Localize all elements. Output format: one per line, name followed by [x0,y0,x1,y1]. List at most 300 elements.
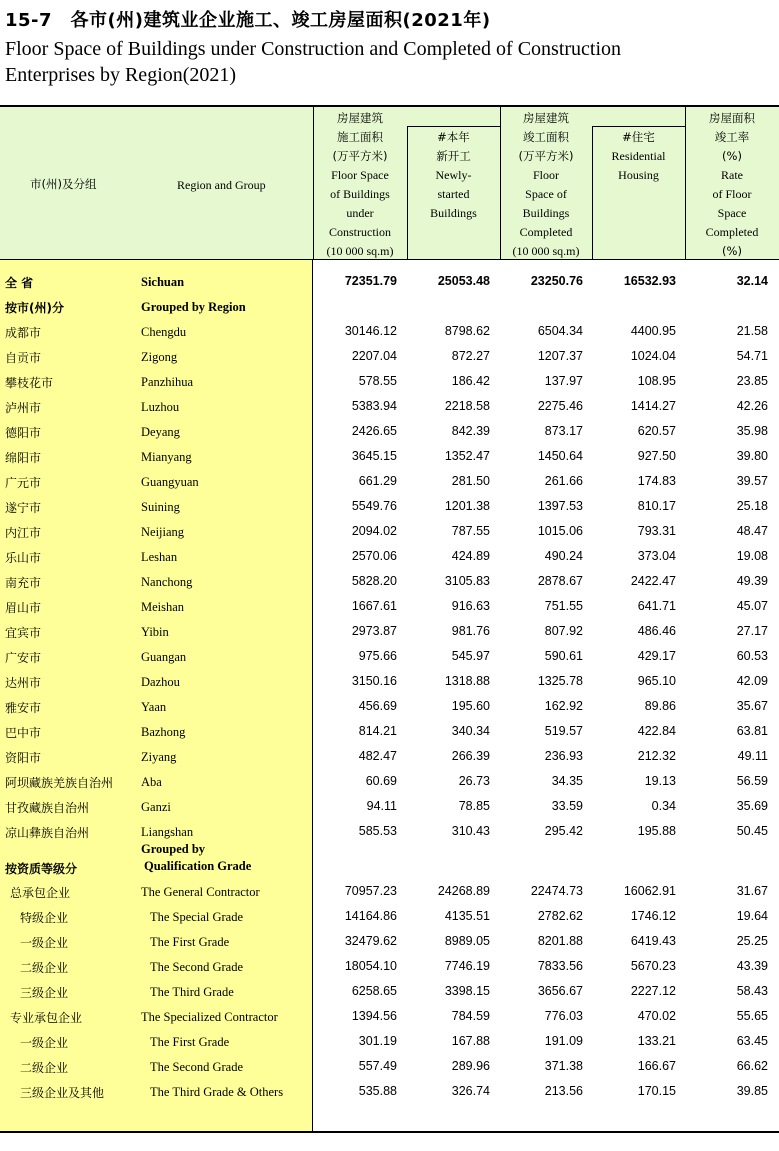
row-value-cell: 54.71 [736,349,768,363]
table-row [0,1028,779,1053]
header-region [0,107,313,259]
row-region-cn: 二级企业 [20,961,69,975]
row-value-cell: 326.74 [451,1084,490,1098]
header-under-construction [313,109,407,261]
row-region-en: Neijiang [141,525,185,539]
row-region-en: Grouped by [141,842,206,856]
row-value-cell: 6419.43 [630,934,676,948]
row-region-en: The Special Grade [150,910,244,924]
row-value-cell: 456.69 [358,699,397,713]
row-region-en: Yibin [141,625,169,639]
row-region-cn: 宜宾市 [5,626,42,640]
row-value-cell: 35.98 [736,424,768,438]
row-value-cell: 535.88 [358,1084,397,1098]
row-value-cell: 49.11 [737,749,768,763]
row-value-cell: 236.93 [544,749,583,763]
table-row [0,368,779,393]
header-newly-started-line: started [437,187,470,201]
header-completed-line: Space of [525,187,567,201]
row-value-cell: 24268.89 [437,884,490,898]
row-region-en: Nanchong [141,575,193,589]
row-value-cell: 872.27 [451,349,490,363]
row-value-cell: 26.73 [458,774,490,788]
header-residential [592,128,685,185]
row-value-cell: 5828.20 [351,574,397,588]
table-row [0,1078,779,1103]
row-value-cell: 16532.93 [623,274,676,288]
row-region-cn: 成都市 [5,326,42,340]
row-region-en: Deyang [141,425,180,439]
header-rate-text-line: 房屋面积 [709,111,755,125]
header-sub-divider [592,126,593,259]
row-region-cn: 一级企业 [20,1036,69,1050]
row-region-cn: 眉山市 [5,601,42,615]
row-region-en: The First Grade [150,935,230,949]
row-value-cell: 35.67 [736,699,768,713]
row-value-cell: 191.09 [544,1034,583,1048]
table-row [0,393,779,418]
row-region-en: Ganzi [141,800,171,814]
row-value-cell: 5383.94 [351,399,397,413]
row-region-en: The Third Grade [150,985,234,999]
table-row [0,343,779,368]
header-under-construction-line: 施工面积 [337,130,383,144]
row-value-cell: 18054.10 [344,959,397,973]
row-value-cell: 66.62 [736,1059,768,1073]
header-newly-started [407,128,500,223]
row-value-cell: 784.59 [451,1009,490,1023]
table-row [0,693,779,718]
row-value-cell: 585.53 [358,824,397,838]
row-value-cell: 2207.04 [351,349,397,363]
row-value-cell: 4400.95 [630,324,676,338]
row-value-cell: 3105.83 [444,574,490,588]
header-completed-line: 竣工面积 [523,130,569,144]
row-region-en: Panzhihua [141,375,194,389]
table-row [0,418,779,443]
row-value-cell: 25053.48 [437,274,490,288]
row-value-cell: 340.34 [451,724,490,738]
row-value-cell: 641.71 [637,599,676,613]
table-row [0,903,779,928]
row-value-cell: 42.26 [736,399,768,413]
row-value-cell: 916.63 [451,599,490,613]
row-value-cell: 424.89 [451,549,490,563]
row-value-cell: 545.97 [451,649,490,663]
row-region-en: The Second Grade [150,960,244,974]
row-region-cn: 甘孜藏族自治州 [5,801,90,815]
header-rate-text-line: Rate [721,168,743,182]
row-region-cn: 广安市 [5,651,42,665]
row-value-cell: 751.55 [544,599,583,613]
header-rate-text-line: Completed [705,225,759,239]
header-completed-line: Buildings [522,206,570,220]
row-region-en: The General Contractor [141,885,260,899]
row-value-cell: 8201.88 [537,934,583,948]
row-value-cell: 661.29 [358,474,397,488]
row-value-cell: 371.38 [544,1059,583,1073]
row-value-cell: 195.88 [637,824,676,838]
row-region-en: Bazhong [141,725,186,739]
row-value-cell: 43.39 [736,959,768,973]
row-value-cell: 8798.62 [444,324,490,338]
row-value-cell: 2878.67 [537,574,583,588]
row-region-en: Aba [141,775,162,789]
header-rate-text-line: of Floor [712,187,752,201]
row-value-cell: 1318.88 [444,674,490,688]
table-row [0,318,779,343]
row-value-cell: 42.09 [736,674,768,688]
row-value-cell: 213.56 [544,1084,583,1098]
table-row [0,718,779,743]
table-row [0,1053,779,1078]
table-row [0,793,779,818]
row-value-cell: 50.45 [736,824,768,838]
row-value-cell: 39.57 [736,474,768,488]
row-value-cell: 2426.65 [351,424,397,438]
row-value-cell: 310.43 [451,824,490,838]
row-region-en: The Second Grade [150,1060,244,1074]
row-region-cn: 二级企业 [20,1061,69,1075]
header-completed [500,109,592,261]
row-value-cell: 965.10 [637,674,676,688]
header-residential-line: Housing [618,168,659,182]
row-value-cell: 1746.12 [630,909,676,923]
row-value-cell: 39.80 [736,449,768,463]
table-row [0,518,779,543]
row-value-cell: 19.13 [644,774,676,788]
row-value-cell: 2218.58 [444,399,490,413]
row-value-cell: 289.96 [451,1059,490,1073]
header-rate-text-line: (%) [722,244,742,258]
row-value-cell: 3398.15 [444,984,490,998]
row-value-cell: 33.59 [551,799,583,813]
row-region-cn: 泸州市 [5,401,42,415]
row-value-cell: 4135.51 [444,909,490,923]
row-value-cell: 2422.47 [630,574,676,588]
row-value-cell: 2973.87 [351,624,397,638]
row-value-cell: 25.18 [736,499,768,513]
row-value-cell: 2782.62 [537,909,583,923]
row-region-en: Meishan [141,600,185,614]
row-value-cell: 25.25 [736,934,768,948]
row-value-cell: 1015.06 [537,524,583,538]
row-value-cell: 35.69 [736,799,768,813]
row-value-cell: 195.60 [451,699,490,713]
row-region-en: Yaan [141,700,167,714]
row-region-en: Zigong [141,350,178,364]
row-value-cell: 31.67 [736,884,768,898]
row-region-cn: 凉山彝族自治州 [5,826,90,840]
table-row [0,468,779,493]
table-body [0,260,779,1103]
row-value-cell: 1201.38 [444,499,490,513]
row-region-en: Sichuan [141,275,185,289]
row-region-en: Guangan [141,650,187,664]
table-row [0,543,779,568]
row-value-cell: 2275.46 [537,399,583,413]
row-value-cell: 519.57 [544,724,583,738]
table-row [0,818,779,843]
row-value-cell: 557.49 [358,1059,397,1073]
row-value-cell: 23250.76 [530,274,583,288]
row-value-cell: 58.43 [736,984,768,998]
row-value-cell: 6258.65 [351,984,397,998]
row-value-cell: 2094.02 [351,524,397,538]
table-row [0,768,779,793]
row-region-cn: 遂宁市 [5,501,42,515]
header-under-construction-line: 房屋建筑 [337,111,383,125]
row-region-en: Luzhou [141,400,180,414]
row-value-cell: 301.19 [358,1034,397,1048]
table-row [0,593,779,618]
row-value-cell: 3656.67 [537,984,583,998]
row-value-cell: 807.92 [544,624,583,638]
row-region-cn: 乐山市 [5,551,42,565]
row-value-cell: 470.02 [637,1009,676,1023]
row-region-en: Leshan [141,550,178,564]
row-value-cell: 975.66 [358,649,397,663]
row-value-cell: 7746.19 [444,959,490,973]
row-region-cn: 特级企业 [20,911,69,925]
row-value-cell: 842.39 [451,424,490,438]
row-region-cn: 资阳市 [5,751,42,765]
row-value-cell: 39.85 [736,1084,768,1098]
row-region-cn: 巴中市 [5,726,42,740]
table-row [0,878,779,903]
table-row [0,843,779,878]
table-row [0,1003,779,1028]
table-title-cn: 15-7 各市(州)建筑业企业施工、竣工房屋面积(2021年) [5,10,491,31]
row-value-cell: 373.04 [637,549,676,563]
row-value-cell: 23.85 [736,374,768,388]
row-value-cell: 3150.16 [351,674,397,688]
row-value-cell: 1352.47 [444,449,490,463]
row-value-cell: 162.92 [544,699,583,713]
row-region-en: The Specialized Contractor [141,1010,278,1024]
table-row [0,668,779,693]
header-residential-line: #住宅 [622,130,655,144]
row-value-cell: 6504.34 [537,324,583,338]
header-completed-line: Floor [532,168,559,182]
row-value-cell: 927.50 [637,449,676,463]
header-completed-line: Completed [519,225,573,239]
row-value-cell: 8989.05 [444,934,490,948]
row-value-cell: 486.46 [637,624,676,638]
header-completed-line: (10 000 sq.m) [512,244,580,258]
row-value-cell: 814.21 [358,724,397,738]
row-value-cell: 22474.73 [530,884,583,898]
row-value-cell: 137.97 [544,374,583,388]
table-header [0,107,779,260]
row-value-cell: 981.76 [451,624,490,638]
row-region-en-line2: Qualification Grade [144,859,252,873]
row-region-cn: 广元市 [5,476,42,490]
table-row [0,293,779,318]
header-rate-text-line: 竣工率 [714,130,750,144]
row-region-cn: 内江市 [5,526,42,540]
row-region-cn: 雅安市 [5,701,42,715]
header-completed-line: 房屋建筑 [523,111,569,125]
row-region-en: Suining [141,500,180,514]
header-under-construction-line: under [346,206,374,220]
row-value-cell: 34.35 [551,774,583,788]
row-value-cell: 55.65 [736,1009,768,1023]
row-value-cell: 30146.12 [344,324,397,338]
row-value-cell: 787.55 [451,524,490,538]
row-region-en: The Third Grade & Others [150,1085,284,1099]
row-value-cell: 295.42 [544,824,583,838]
row-region-cn: 绵阳市 [5,451,42,465]
row-value-cell: 1667.61 [351,599,397,613]
header-under-construction-line: (万平方米) [332,149,388,163]
header-completed-line: (万平方米) [518,149,574,163]
row-region-cn: 三级企业及其他 [20,1086,105,1100]
row-value-cell: 5549.76 [351,499,397,513]
row-region-en: Guangyuan [141,475,199,489]
row-value-cell: 490.24 [544,549,583,563]
row-value-cell: 72351.79 [344,274,397,288]
row-value-cell: 170.15 [637,1084,676,1098]
row-value-cell: 1207.37 [537,349,583,363]
header-sub-rule [407,126,500,127]
row-region-cn: 阿坝藏族羌族自治州 [5,776,114,790]
table-row [0,978,779,1003]
row-value-cell: 266.39 [451,749,490,763]
row-region-cn: 南充市 [5,576,42,590]
row-region-cn: 三级企业 [20,986,69,1000]
row-value-cell: 1024.04 [630,349,676,363]
row-value-cell: 133.21 [637,1034,676,1048]
row-value-cell: 578.55 [358,374,397,388]
row-region-en: Dazhou [141,675,180,689]
row-region-en: Chengdu [141,325,187,339]
row-value-cell: 620.57 [637,424,676,438]
row-region-cn: 按市(州)分 [5,301,64,315]
row-region-cn: 攀枝花市 [5,376,54,390]
row-region-en: The First Grade [150,1035,230,1049]
row-value-cell: 94.11 [366,799,397,813]
header-under-construction-line: (10 000 sq.m) [326,244,394,258]
header-region-en: Region and Group [177,178,266,192]
header-newly-started-line: Buildings [430,206,477,220]
table-row [0,268,779,293]
row-value-cell: 422.84 [637,724,676,738]
header-sub-divider [407,126,408,259]
row-value-cell: 60.53 [736,649,768,663]
row-value-cell: 429.17 [637,649,676,663]
row-region-cn: 按资质等级分 [5,862,78,876]
table-row [0,643,779,668]
row-region-en: Ziyang [141,750,177,764]
row-value-cell: 45.07 [736,599,768,613]
table-row [0,618,779,643]
row-value-cell: 32.14 [736,274,768,288]
row-region-cn: 全 省 [5,276,34,290]
table-row [0,743,779,768]
row-value-cell: 261.66 [544,474,583,488]
row-region-cn: 总承包企业 [10,886,71,900]
row-value-cell: 776.03 [544,1009,583,1023]
header-rate-text [685,109,779,261]
row-region-cn: 达州市 [5,676,42,690]
row-value-cell: 70957.23 [344,884,397,898]
row-value-cell: 1397.53 [537,499,583,513]
header-region-cn: 市(州)及分组 [30,177,97,191]
row-value-cell: 14164.86 [344,909,397,923]
row-value-cell: 2227.12 [630,984,676,998]
header-newly-started-line: 新开工 [436,149,471,163]
row-value-cell: 873.17 [544,424,583,438]
row-value-cell: 174.83 [637,474,676,488]
row-value-cell: 5670.23 [630,959,676,973]
row-value-cell: 19.08 [736,549,768,563]
table-row [0,928,779,953]
table-row [0,493,779,518]
row-value-cell: 186.42 [451,374,490,388]
header-under-construction-line: Floor Space [331,168,389,182]
row-value-cell: 89.86 [644,699,676,713]
row-value-cell: 63.45 [736,1034,768,1048]
row-region-en: Liangshan [141,825,194,839]
row-region-cn: 自贡市 [5,351,42,365]
row-value-cell: 2570.06 [351,549,397,563]
table-row [0,568,779,593]
header-under-construction-line: of Buildings [330,187,390,201]
row-region-en: Mianyang [141,450,192,464]
table-row [0,953,779,978]
row-value-cell: 0.34 [651,799,676,813]
row-value-cell: 810.17 [637,499,676,513]
table-title-en: Floor Space of Buildings under Construction and Completed of Construction Enterprises by Region(2021) [5,38,622,86]
row-value-cell: 212.32 [637,749,676,763]
header-newly-started-line: Newly- [435,168,472,182]
row-value-cell: 48.47 [736,524,768,538]
header-rate-text-line: Space [717,206,747,220]
header-rate-text-line: (%) [722,149,742,163]
row-value-cell: 590.61 [544,649,583,663]
row-region-cn: 德阳市 [5,426,42,440]
row-value-cell: 63.81 [736,724,768,738]
row-value-cell: 27.17 [736,624,768,638]
row-value-cell: 32479.62 [344,934,397,948]
row-value-cell: 1394.56 [351,1009,397,1023]
header-sub-rule [592,126,685,127]
row-region-en: Grouped by Region [141,300,246,314]
row-value-cell: 1450.64 [537,449,583,463]
row-value-cell: 281.50 [451,474,490,488]
header-newly-started-line: #本年 [437,130,470,144]
row-value-cell: 167.88 [451,1034,490,1048]
row-region-cn: 一级企业 [20,936,69,950]
row-value-cell: 482.47 [358,749,397,763]
row-value-cell: 7833.56 [537,959,583,973]
row-value-cell: 56.59 [736,774,768,788]
row-region-cn: 专业承包企业 [10,1011,83,1025]
row-value-cell: 166.67 [637,1059,676,1073]
row-value-cell: 49.39 [736,574,768,588]
row-value-cell: 108.95 [637,374,676,388]
table-row [0,443,779,468]
row-value-cell: 793.31 [637,524,676,538]
row-value-cell: 21.58 [736,324,768,338]
row-value-cell: 19.64 [736,909,768,923]
row-value-cell: 16062.91 [623,884,676,898]
row-value-cell: 3645.15 [351,449,397,463]
row-value-cell: 60.69 [365,774,397,788]
header-residential-line: Residential [611,149,666,163]
row-value-cell: 1414.27 [630,399,676,413]
